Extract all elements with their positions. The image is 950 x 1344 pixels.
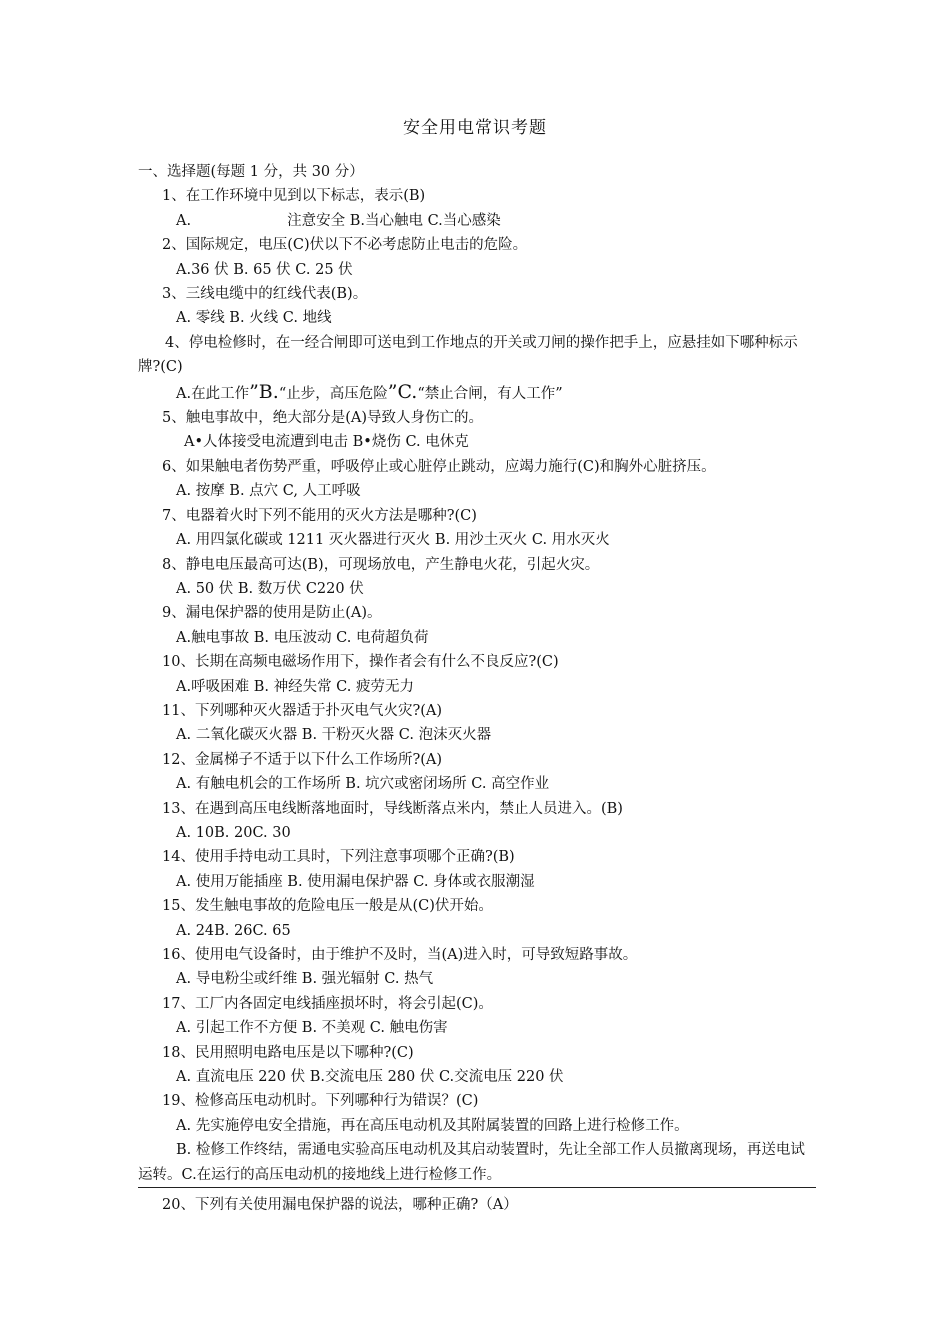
answers-18: A. 直流电压 220 伏 B.交流电压 280 伏 C.交流电压 220 伏 xyxy=(176,1069,564,1086)
answers-14: A. 使用万能插座 B. 使用漏电保护器 C. 身体或衣服潮湿 xyxy=(176,873,535,890)
question-list xyxy=(138,160,818,1187)
section-heading: 一、选择题(每题 1 分，共 30 分） xyxy=(138,164,364,180)
answers-9: A.触电事故 B. 电压波动 C. 电荷超负荷 xyxy=(176,629,429,646)
question-10: 10、长期在高频电磁场作用下，操作者会有什么不良反应?(C) xyxy=(162,654,559,671)
answers-5: A•人体接受电流遭到电击 B•烧伤 C. 电休克 xyxy=(184,434,469,451)
answer-4-a: A.在此工作 xyxy=(176,385,250,402)
answer-4-c-mark: ”C. xyxy=(387,380,418,403)
question-18: 18、民用照明电路电压是以下哪种?(C) xyxy=(162,1044,414,1061)
question-16: 16、使用电气设备时，由于维护不及时，当(A)进入时，可导致短路事故。 xyxy=(162,947,638,963)
answers-17: A. 引起工作不方便 B. 不美观 C. 触电伤害 xyxy=(176,1020,448,1037)
question-4 xyxy=(138,331,818,380)
answers-15: A. 24B. 26C. 65 xyxy=(176,922,291,939)
question-1: 1、在工作环境中见到以下标志，表示(B) xyxy=(162,188,426,205)
answers-19-a: A. 先实施停电安全措施，再在高压电动机及其附属装置的回路上进行检修工作。 xyxy=(176,1117,689,1134)
answers-7: A. 用四氯化碳或 1211 灭火器进行灭火 B. 用沙土灭火 C. 用水灭火 xyxy=(176,532,610,549)
answers-4 xyxy=(138,380,818,406)
answers-3: A. 零线 B. 火线 C. 地线 xyxy=(176,310,332,327)
answers-2: A.36 伏 B. 65 伏 C. 25 伏 xyxy=(176,261,353,278)
question-14: 14、使用手持电动工具时，下列注意事项哪个正确?(B) xyxy=(162,849,515,866)
question-4-text: 4、停电检修时，在一经合闸即可送电到工作地点的开关或刀闸的操作把手上，应悬挂如下哪种标示牌?(C) xyxy=(138,334,798,376)
question-19: 19、检修高压电动机时。下列哪种行为错误？(C) xyxy=(162,1093,479,1110)
answers-10: A.呼吸困难 B. 神经失常 C. 疲劳无力 xyxy=(176,678,414,695)
answers-8: A. 50 伏 B. 数万伏 C220 伏 xyxy=(176,580,364,597)
question-3: 3、三线电缆中的红线代表(B)。 xyxy=(162,286,368,303)
answers-6: A. 按摩 B. 点穴 C, 人工呼吸 xyxy=(176,483,361,500)
answers-1 xyxy=(138,209,818,233)
page-divider xyxy=(138,1187,816,1188)
question-20: 20、下列有关使用漏电保护器的说法，哪种正确?（A） xyxy=(162,1197,518,1213)
question-2: 2、国际规定，电压(C)伏以下不必考虑防止电击的危险。 xyxy=(162,237,528,254)
answer-4-b-mark: ”B. xyxy=(249,380,279,403)
question-8: 8、静电电压最高可达(B)，可现场放电，产生静电火花，引起火灾。 xyxy=(162,556,600,573)
question-5: 5、触电事故中，绝大部分是(A)导致人身伤亡的。 xyxy=(162,410,484,427)
question-15: 15、发生触电事故的危险电压一般是从(C)伏开始。 xyxy=(162,898,493,915)
question-11: 11、下列哪种灭火器适于扑灭电气火灾?(A) xyxy=(162,702,443,719)
page-title: 安全用电常识考题 xyxy=(403,118,547,138)
question-12: 12、金属梯子不适于以下什么工作场所?(A) xyxy=(162,751,443,768)
answers-12: A. 有触电机会的工作场所 B. 坑穴或密闭场所 C. 高空作业 xyxy=(176,776,550,793)
answers-13: A. 10B. 20C. 30 xyxy=(176,824,291,841)
question-17: 17、工厂内各固定电线插座损坏时，将会引起(C)。 xyxy=(162,995,493,1012)
question-9: 9、漏电保护器的使用是防止(A)。 xyxy=(162,605,382,622)
answers-19-b-text: B. 检修工作终结，需通电实验高压电动机及其启动装置时，先让全部工作人员撤离现场，再送电试运转。C.在运行的高压电动机的接地线上进行检修工作。 xyxy=(138,1142,805,1183)
answers-11: A. 二氧化碳灭火器 B. 干粉灭火器 C. 泡沫灭火器 xyxy=(176,727,492,744)
answer-4-b: “止步，高压危险 xyxy=(278,385,388,402)
question-7: 7、电器着火时下列不能用的灭火方法是哪种?(C) xyxy=(162,507,477,524)
answers-16: A. 导电粉尘或纤维 B. 强光辐射 C. 热气 xyxy=(176,971,434,988)
answer-4-c: “禁止合闸，有人工作” xyxy=(417,385,563,402)
answer-rest: 注意安全 B.当心触电 C.当心感染 xyxy=(287,212,501,229)
question-6: 6、如果触电者伤势严重，呼吸停止或心脏停止跳动，应竭力施行(C)和胸外心脏挤压。 xyxy=(162,458,716,475)
question-13: 13、在遇到高压电线断落地面时，导线断落点米内，禁止人员进入。(B) xyxy=(162,800,623,817)
answer-a-label: A. xyxy=(176,212,192,229)
answers-19-b xyxy=(138,1138,818,1187)
